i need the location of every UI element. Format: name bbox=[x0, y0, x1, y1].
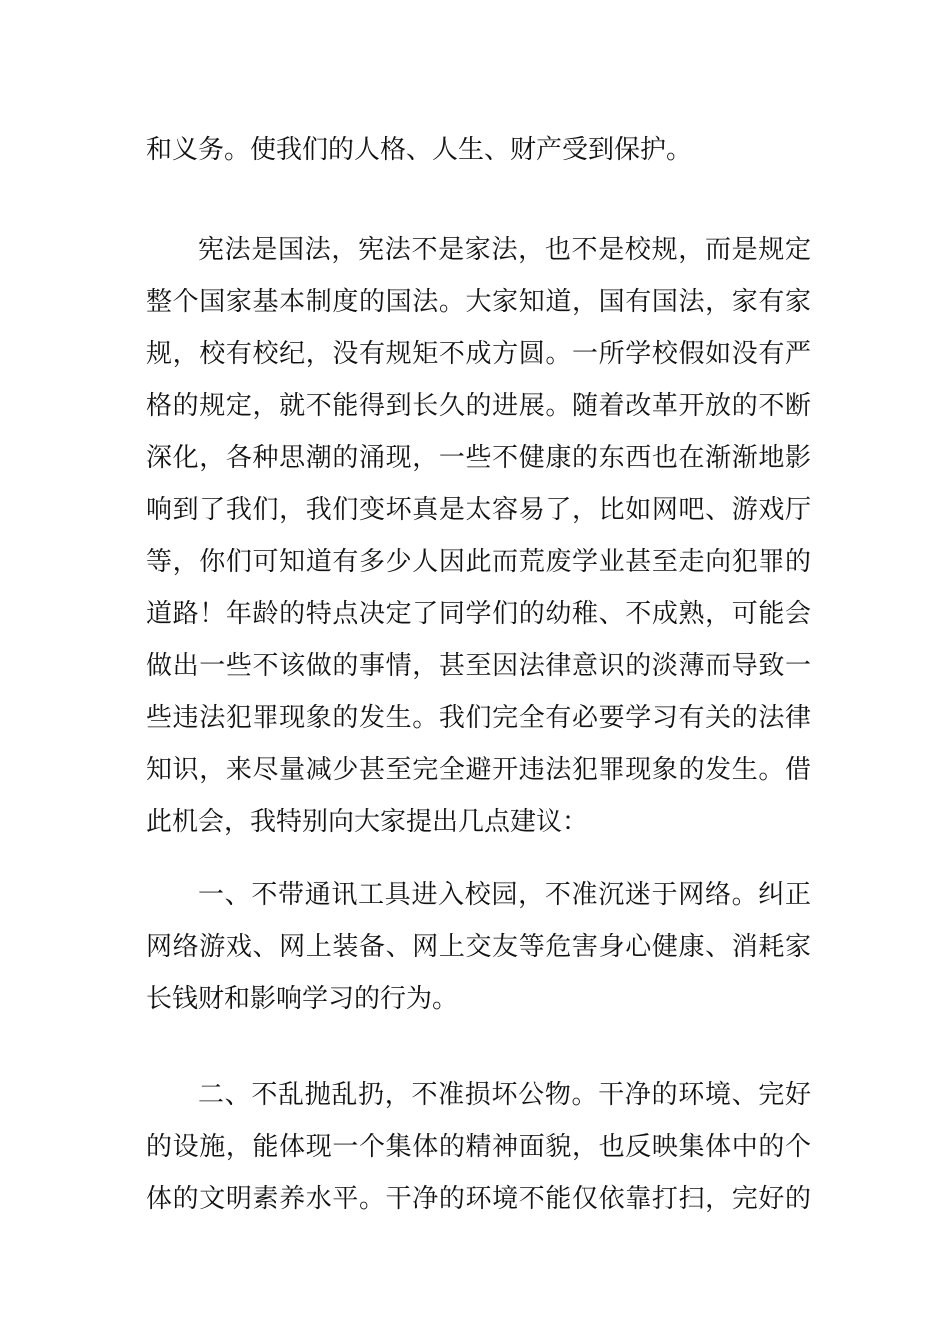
paragraph-2-line-1: 宪法是国法，宪法不是家法，也不是校规，而是规定 bbox=[198, 235, 811, 265]
paragraph-2-line-3: 规，校有校纪，没有规矩不成方圆。一所学校假如没有严 bbox=[146, 339, 811, 369]
paragraph-2-line-5: 深化，各种思潮的涌现，一些不健康的东西也在渐渐地影 bbox=[146, 443, 811, 473]
paragraph-4-line-2: 的设施，能体现一个集体的精神面貌，也反映集体中的个 bbox=[146, 1132, 811, 1162]
paragraph-2-line-4: 格的规定，就不能得到长久的进展。随着改革开放的不断 bbox=[146, 391, 811, 421]
paragraph-2-line-12: 此机会，我特别向大家提出几点建议： bbox=[146, 807, 589, 837]
paragraph-2-line-8: 道路！年龄的特点决定了同学们的幼稚、不成熟，可能会 bbox=[146, 599, 811, 629]
paragraph-2-line-2: 整个国家基本制度的国法。大家知道，国有国法，家有家 bbox=[146, 287, 811, 317]
paragraph-2-line-10: 些违法犯罪现象的发生。我们完全有必要学习有关的法律 bbox=[146, 703, 811, 733]
paragraph-2-line-7: 等，你们可知道有多少人因此而荒废学业甚至走向犯罪的 bbox=[146, 547, 811, 577]
paragraph-3-line-2: 网络游戏、网上装备、网上交友等危害身心健康、消耗家 bbox=[146, 932, 811, 962]
paragraph-4-line-3: 体的文明素养水平。干净的环境不能仅依靠打扫，完好的 bbox=[146, 1184, 811, 1214]
paragraph-4-line-1: 二、不乱抛乱扔，不准损坏公物。干净的环境、完好 bbox=[198, 1080, 811, 1110]
paragraph-3-line-1: 一、不带通讯工具进入校园，不准沉迷于网络。纠正 bbox=[198, 880, 811, 910]
paragraph-2-line-6: 响到了我们，我们变坏真是太容易了，比如网吧、游戏厅 bbox=[146, 495, 811, 525]
paragraph-3-line-3: 长钱财和影响学习的行为。 bbox=[146, 984, 459, 1014]
paragraph-1-line-1: 和义务。使我们的人格、人生、财产受到保护。 bbox=[146, 135, 693, 165]
paragraph-2-line-11: 知识，来尽量减少甚至完全避开违法犯罪现象的发生。借 bbox=[146, 755, 811, 785]
paragraph-2-line-9: 做出一些不该做的事情，甚至因法律意识的淡薄而导致一 bbox=[146, 651, 811, 681]
